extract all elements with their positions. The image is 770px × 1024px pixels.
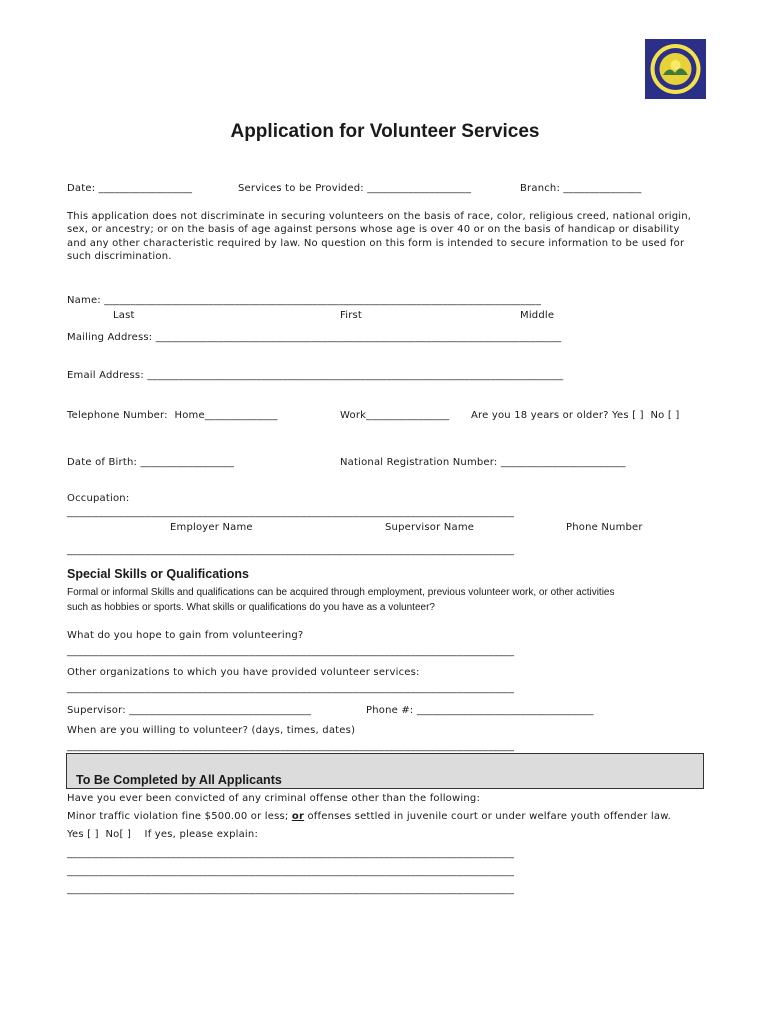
occupation-line-2[interactable]: ______________________________________________________________________________________ [67, 545, 515, 556]
exceptions-text-a: Minor traffic violation fine $500.00 or less; [67, 811, 292, 822]
hope-answer-line[interactable]: ______________________________________________________________________________________ [67, 646, 515, 657]
conviction-exceptions [67, 811, 671, 822]
nondiscrimination-statement: This application does not discriminate in securing volunteers on the basis of race, color, religious creed, national origin, sex, or ancestry; or on the basis of age against persons whose age is over 40 or on the basis of handicap or disability and any other characteristic required by law. No question on this form is intended to secure information to be used for such discrimination. [67, 211, 692, 262]
date-of-birth-field[interactable]: Date of Birth: __________________ [67, 457, 235, 468]
conviction-question: Have you ever been convicted of any criminal offense other than the following: [67, 793, 481, 804]
name-first-caption: First [340, 310, 363, 321]
phone-number-caption: Phone Number [566, 522, 643, 533]
explain-line-1[interactable]: ______________________________________________________________________________________ [67, 848, 515, 859]
section-header-box [66, 753, 704, 789]
section-header-title: To Be Completed by All Applicants [76, 773, 282, 787]
availability-question: When are you willing to volunteer? (days, times, dates) [67, 725, 356, 736]
name-last-caption: Last [113, 310, 135, 321]
hope-question: What do you hope to gain from volunteering? [67, 630, 304, 641]
availability-answer-line[interactable]: ______________________________________________________________________________________ [67, 741, 515, 752]
national-registration-field[interactable]: National Registration Number: ________________________ [340, 457, 626, 468]
other-orgs-answer-line[interactable]: ______________________________________________________________________________________ [67, 683, 515, 694]
services-field[interactable]: Services to be Provided: ____________________ [238, 183, 472, 194]
occupation-label: Occupation: [67, 493, 130, 504]
occupation-line[interactable]: ______________________________________________________________________________________ [67, 507, 515, 518]
exceptions-or: or [291, 811, 305, 822]
home-phone-field[interactable]: Telephone Number: Home______________ [67, 410, 278, 421]
branch-field[interactable]: Branch: _______________ [520, 183, 642, 194]
skills-text-1: Formal or informal Skills and qualifications can be acquired through employment, previous volunteer work, or other activities [67, 587, 615, 598]
page-title: Application for Volunteer Services [230, 121, 540, 142]
supervisor-field[interactable]: Supervisor: ___________________________________ [67, 705, 312, 716]
email-address-field[interactable]: Email Address: ________________________________________________________________________________ [67, 370, 564, 381]
explain-line-2[interactable]: ______________________________________________________________________________________ [67, 866, 515, 877]
age-question[interactable]: Are you 18 years or older? Yes [ ] No [ ] [471, 410, 680, 421]
conviction-yes-no[interactable]: Yes [ ] No[ ] If yes, please explain: [67, 829, 259, 840]
date-field[interactable]: Date: __________________ [67, 183, 193, 194]
logo-seal-icon [645, 39, 706, 99]
other-orgs-question: Other organizations to which you have provided volunteer services: [67, 667, 420, 678]
supervisor-phone-field[interactable]: Phone #: __________________________________ [366, 705, 594, 716]
employer-name-caption: Employer Name [170, 522, 253, 533]
name-middle-caption: Middle [520, 310, 555, 321]
organization-logo [645, 39, 706, 99]
work-phone-field[interactable]: Work________________ [340, 410, 450, 421]
skills-text-2: such as hobbies or sports. What skills or qualifications do you have as a volunteer? [67, 602, 435, 613]
exceptions-text-b: offenses settled in juvenile court or under welfare youth offender law. [304, 811, 672, 822]
skills-heading: Special Skills or Qualifications [67, 567, 250, 581]
mailing-address-field[interactable]: Mailing Address: ______________________________________________________________________________ [67, 332, 562, 343]
supervisor-name-caption: Supervisor Name [385, 522, 475, 533]
explain-line-3[interactable]: ______________________________________________________________________________________ [67, 884, 515, 895]
name-field[interactable]: Name: ____________________________________________________________________________________ [67, 295, 542, 306]
